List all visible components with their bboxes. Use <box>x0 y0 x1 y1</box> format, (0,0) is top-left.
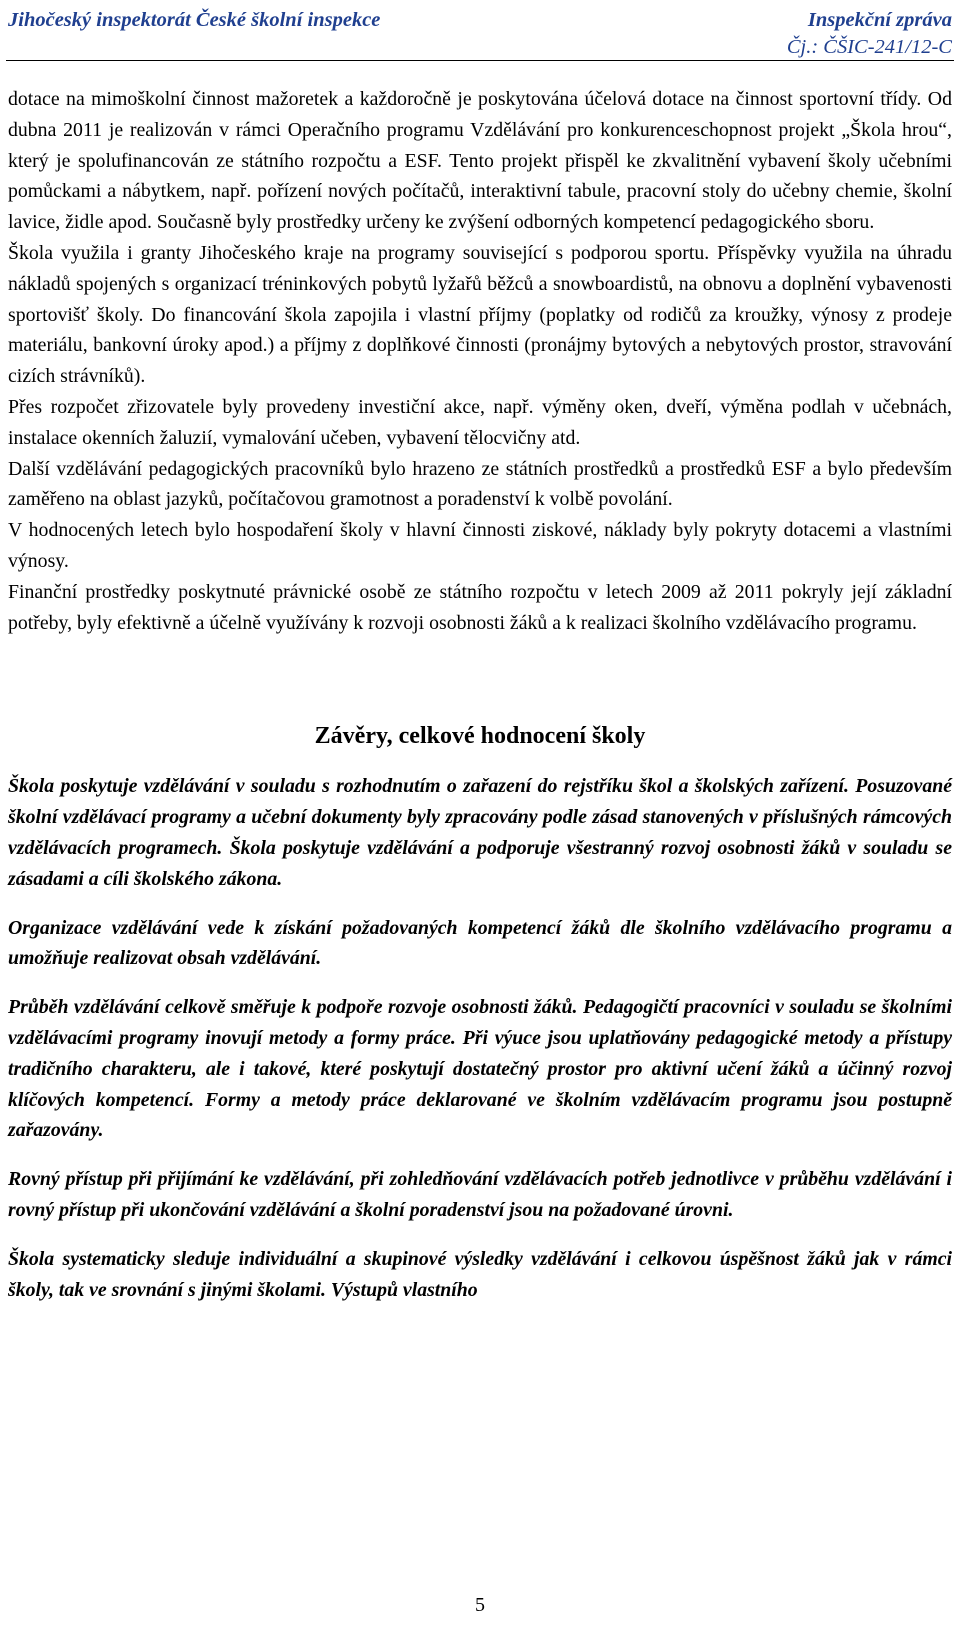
header-document-type: Inspekční zpráva <box>807 9 952 31</box>
conclusion-paragraph-1: Škola poskytuje vzdělávání v souladu s rozhodnutím o zařazení do rejstříku škol a školských zařízení. Posuzované školní vzdělávací programy a učební dokumenty byly zpracovány podle zásad stanovených v příslušných rámcových vzdělávacích programech. Škola poskytuje vzdělávání a podporuje všestranný rozvoj osobnosti žáků v souladu se zásadami a cíli školského zákona. <box>8 775 952 890</box>
body-paragraph-1: dotace na mimoškolní činnost mažoretek a každoročně je poskytována účelová dotace na činnost sportovní třídy. Od dubna 2011 je realizován v rámci Operačního programu Vzdělávání pro konkurenceschopnost projekt „Škola hrou“, který je spolufinancován ze státního rozpočtu a ESF. Tento projekt přispěl ke zkvalitnění vybavení školy učebními pomůckami a nábytkem, např. pořízení nových počítačů, interaktivní tabule, pracovní stoly do učebny chemie, školní lavice, židle apod. Současně byly prostředky určeny ke zvýšení odborných kompetencí pedagogického sboru. <box>8 88 952 234</box>
body-paragraph-6: Finanční prostředky poskytnuté právnické osobě ze státního rozpočtu v letech 2009 až 2011 pokryly její základní potřeby, byly efektivně a účelně využívány k rozvoji osobnosti žáků a k realizaci školního vzdělávacího programu. <box>8 580 952 634</box>
conclusion-paragraph-2: Organizace vzdělávání vede k získání požadovaných kompetencí žáků dle školního vzdělávacího programu a umožňuje realizovat obsah vzdělávání. <box>8 916 952 970</box>
body-paragraph-3: Přes rozpočet zřizovatele byly provedeny investiční akce, např. výměny oken, dveří, výměna podlah v učebnách, instalace okenních žaluzií, vymalování učeben, vybavení tělocvičny atd. <box>8 395 952 449</box>
body-paragraph-4: Další vzdělávání pedagogických pracovníků bylo hrazeno ze státních prostředků a prostředků ESF a bylo především zaměřeno na oblast jazyků, počítačovou gramotnost a poradenství k volbě povolání. <box>8 457 952 511</box>
conclusion-paragraph-4: Rovný přístup při přijímání ke vzdělávání, při zohledňování vzdělávacích potřeb jednotlivce v průběhu vzdělávání i rovný přístup při ukončování vzdělávání a školní poradenství jsou na požadované úrovni. <box>8 1168 952 1221</box>
page-header <box>6 4 954 61</box>
body-paragraph-5: V hodnocených letech bylo hospodaření školy v hlavní činnosti ziskové, náklady byly pokryty dotacemi a vlastními výnosy. <box>8 519 952 572</box>
document-body <box>8 84 952 1323</box>
conclusions-heading: Závěry, celkové hodnocení školy <box>314 723 646 750</box>
header-right <box>787 7 952 61</box>
header-organization: Jihočeský inspektorát České školní inspekce <box>8 9 381 31</box>
page-number: 5 <box>475 1594 485 1616</box>
conclusion-paragraph-5: Škola systematicky sleduje individuální a skupinové výsledky vzdělávání i celkovou úspěšnost žáků jak v rámci školy, tak ve srovnání s jinými školami. Výstupů vlastního <box>8 1247 952 1301</box>
conclusion-paragraph-3: Průběh vzdělávání celkově směřuje k podpoře rozvoje osobnosti žáků. Pedagogičtí pracovníci v souladu se školními vzdělávacími programy inovují metody a formy práce. Při výuce jsou uplatňovány pedagogické metody a přístupy tradičního charakteru, ale i takové, které poskytují dostatečný prostor pro aktivní učení žáků a účinný rozvoj klíčových kompetencí. Formy a metody práce deklarované ve školním vzdělávacím programu jsou postupně zařazovány. <box>8 996 952 1142</box>
section-spacer <box>8 638 952 721</box>
body-paragraph-2: Škola využila i granty Jihočeského kraje na programy související s podporou sportu. Příspěvky využila na úhradu nákladů spojených s organizací tréninkových pobytů lyžařů běžců a snowboardistů, na obnovu a doplnění vybavenosti sportovišť školy. Do financování škola zapojila i vlastní příjmy (poplatky od rodičů za kroužky, výnosy z prodeje materiálu, bankovní úroky apod.) a příjmy z doplňkové činnosti (pronájmy bytových a nebytových prostor, stravování cizích strávníků). <box>8 241 952 388</box>
header-reference-number: Čj.: ČŠIC-241/12-C <box>786 36 952 58</box>
conclusions-section <box>8 771 952 1305</box>
